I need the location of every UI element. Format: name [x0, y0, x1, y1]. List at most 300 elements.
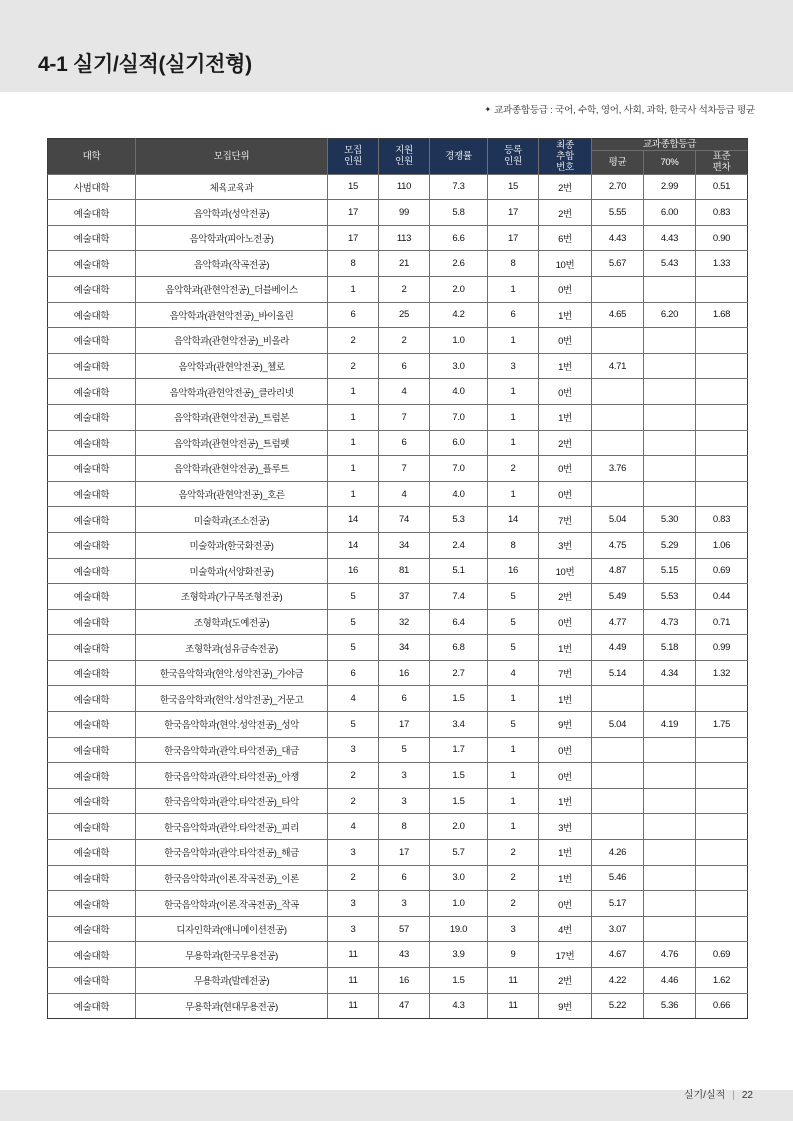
cell-unit: 음악학과(관현악전공)_첼로 — [136, 353, 328, 379]
cell-university: 예술대학 — [48, 916, 136, 942]
cell-applicants: 2 — [379, 276, 430, 302]
cell-competition-ratio: 3.9 — [430, 942, 488, 968]
page-title: 4-1 실기/실적(실기전형) — [38, 53, 252, 76]
cell-grade-stddev — [696, 404, 748, 430]
cell-quota: 1 — [328, 379, 379, 405]
table-row — [48, 558, 748, 584]
cell-grade-stddev — [696, 328, 748, 354]
cell-university: 예술대학 — [48, 379, 136, 405]
cell-quota: 1 — [328, 430, 379, 456]
table-row — [48, 481, 748, 507]
col-header-final-line2: 추합 — [556, 150, 574, 162]
cell-enrolled: 16 — [488, 558, 539, 584]
cell-enrolled: 17 — [488, 225, 539, 251]
cell-grade-average: 4.43 — [592, 225, 644, 251]
cell-unit: 한국음악학과(현악.성악전공)_성악 — [136, 712, 328, 738]
col-header-university: 대학 — [48, 139, 136, 175]
cell-university: 예술대학 — [48, 686, 136, 712]
cell-quota: 15 — [328, 174, 379, 200]
cell-university: 예술대학 — [48, 891, 136, 917]
cell-unit: 조형학과(가구목조형전공) — [136, 584, 328, 610]
cell-final-waitlist-number: 3번 — [539, 532, 592, 558]
cell-grade-average — [592, 737, 644, 763]
cell-enrolled: 1 — [488, 481, 539, 507]
cell-competition-ratio: 2.4 — [430, 532, 488, 558]
cell-grade-stddev: 0.51 — [696, 174, 748, 200]
table-row — [48, 174, 748, 200]
cell-grade-stddev: 0.44 — [696, 584, 748, 610]
cell-enrolled: 3 — [488, 353, 539, 379]
cell-grade-stddev: 1.33 — [696, 251, 748, 277]
cell-final-waitlist-number: 1번 — [539, 788, 592, 814]
cell-competition-ratio: 4.0 — [430, 379, 488, 405]
cell-final-waitlist-number: 1번 — [539, 302, 592, 328]
cell-grade-70percent: 2.99 — [644, 174, 696, 200]
cell-university: 예술대학 — [48, 507, 136, 533]
cell-competition-ratio: 5.1 — [430, 558, 488, 584]
cell-university: 예술대학 — [48, 456, 136, 482]
table-row — [48, 584, 748, 610]
cell-university: 예술대학 — [48, 814, 136, 840]
cell-quota: 1 — [328, 276, 379, 302]
cell-final-waitlist-number: 0번 — [539, 328, 592, 354]
cell-applicants: 2 — [379, 328, 430, 354]
cell-grade-stddev — [696, 891, 748, 917]
footer — [684, 1086, 753, 1101]
cell-competition-ratio: 4.3 — [430, 993, 488, 1019]
cell-competition-ratio: 1.5 — [430, 763, 488, 789]
table-row — [48, 891, 748, 917]
table-row — [48, 507, 748, 533]
cell-final-waitlist-number: 9번 — [539, 993, 592, 1019]
cell-grade-average — [592, 814, 644, 840]
col-header-grade-average: 평균 — [592, 151, 644, 174]
cell-competition-ratio: 19.0 — [430, 916, 488, 942]
cell-quota: 5 — [328, 584, 379, 610]
cell-grade-stddev — [696, 456, 748, 482]
cell-university: 예술대학 — [48, 788, 136, 814]
cell-grade-average: 5.67 — [592, 251, 644, 277]
cell-grade-70percent: 5.29 — [644, 532, 696, 558]
table-row — [48, 302, 748, 328]
cell-competition-ratio: 1.5 — [430, 686, 488, 712]
cell-applicants: 25 — [379, 302, 430, 328]
cell-grade-average: 3.07 — [592, 916, 644, 942]
col-header-grade-stddev — [696, 151, 748, 174]
cell-unit: 무용학과(현대무용전공) — [136, 993, 328, 1019]
cell-quota: 2 — [328, 788, 379, 814]
cell-quota: 6 — [328, 660, 379, 686]
note-text: 교과종합등급 : 국어, 수학, 영어, 사회, 과학, 한국사 석차등급 평균 — [493, 105, 755, 116]
cell-grade-stddev: 1.62 — [696, 968, 748, 994]
cell-grade-stddev — [696, 379, 748, 405]
cell-competition-ratio: 1.7 — [430, 737, 488, 763]
cell-enrolled: 1 — [488, 379, 539, 405]
cell-applicants: 6 — [379, 353, 430, 379]
col-header-group-grade: 교과종합등급 — [592, 139, 748, 151]
cell-unit: 음악학과(관현악전공)_바이올린 — [136, 302, 328, 328]
cell-university: 사범대학 — [48, 174, 136, 200]
cell-quota: 3 — [328, 916, 379, 942]
cell-university: 예술대학 — [48, 584, 136, 610]
cell-grade-70percent — [644, 456, 696, 482]
cell-enrolled: 1 — [488, 788, 539, 814]
cell-grade-average: 5.46 — [592, 865, 644, 891]
cell-grade-stddev: 0.66 — [696, 993, 748, 1019]
cell-quota: 4 — [328, 686, 379, 712]
cell-competition-ratio: 1.5 — [430, 788, 488, 814]
cell-enrolled: 1 — [488, 276, 539, 302]
cell-enrolled: 2 — [488, 456, 539, 482]
cell-applicants: 34 — [379, 532, 430, 558]
footer-separator: | — [732, 1090, 735, 1101]
cell-final-waitlist-number: 0번 — [539, 379, 592, 405]
cell-grade-70percent — [644, 737, 696, 763]
cell-enrolled: 11 — [488, 968, 539, 994]
cell-unit: 미술학과(조소전공) — [136, 507, 328, 533]
cell-enrolled: 1 — [488, 814, 539, 840]
footer-section-label: 실기/실적 — [683, 1090, 726, 1101]
table-row — [48, 712, 748, 738]
cell-university: 예술대학 — [48, 968, 136, 994]
cell-unit: 음악학과(관현악전공)_플루트 — [136, 456, 328, 482]
cell-final-waitlist-number: 10번 — [539, 558, 592, 584]
cell-grade-70percent: 4.19 — [644, 712, 696, 738]
cell-applicants: 3 — [379, 788, 430, 814]
cell-enrolled: 4 — [488, 660, 539, 686]
cell-grade-stddev — [696, 737, 748, 763]
cell-university: 예술대학 — [48, 763, 136, 789]
cell-quota: 5 — [328, 609, 379, 635]
cell-quota: 11 — [328, 942, 379, 968]
table-row — [48, 788, 748, 814]
col-header-quota-line1: 모집 — [344, 145, 362, 157]
cell-unit: 조형학과(섬유금속전공) — [136, 635, 328, 661]
cell-final-waitlist-number: 0번 — [539, 481, 592, 507]
table-head — [48, 139, 748, 175]
table-row — [48, 225, 748, 251]
cell-quota: 2 — [328, 865, 379, 891]
cell-unit: 한국음악학과(관악.타악전공)_아쟁 — [136, 763, 328, 789]
cell-competition-ratio: 4.0 — [430, 481, 488, 507]
cell-grade-stddev — [696, 763, 748, 789]
cell-grade-70percent: 4.73 — [644, 609, 696, 635]
cell-quota: 3 — [328, 737, 379, 763]
cell-applicants: 7 — [379, 456, 430, 482]
cell-unit: 음악학과(관현악전공)_호른 — [136, 481, 328, 507]
cell-university: 예술대학 — [48, 737, 136, 763]
cell-university: 예술대학 — [48, 993, 136, 1019]
cell-grade-70percent — [644, 328, 696, 354]
cell-university: 예술대학 — [48, 430, 136, 456]
cell-final-waitlist-number: 7번 — [539, 660, 592, 686]
table-row — [48, 916, 748, 942]
cell-grade-70percent: 4.46 — [644, 968, 696, 994]
cell-quota: 1 — [328, 481, 379, 507]
cell-unit: 음악학과(피아노전공) — [136, 225, 328, 251]
cell-grade-average: 4.49 — [592, 635, 644, 661]
admissions-results-table — [47, 138, 748, 1019]
cell-grade-70percent — [644, 763, 696, 789]
cell-applicants: 16 — [379, 660, 430, 686]
cell-final-waitlist-number: 17번 — [539, 942, 592, 968]
cell-quota: 2 — [328, 328, 379, 354]
cell-enrolled: 8 — [488, 532, 539, 558]
col-header-quota — [328, 139, 379, 175]
cell-grade-70percent: 6.00 — [644, 200, 696, 226]
cell-applicants: 16 — [379, 968, 430, 994]
table-row — [48, 353, 748, 379]
cell-grade-70percent — [644, 840, 696, 866]
cell-unit: 미술학과(한국화전공) — [136, 532, 328, 558]
cell-grade-average — [592, 379, 644, 405]
table-row — [48, 200, 748, 226]
cell-unit: 음악학과(관현악전공)_클라리넷 — [136, 379, 328, 405]
cell-unit: 한국음악학과(관악.타악전공)_해금 — [136, 840, 328, 866]
col-header-unit: 모집단위 — [136, 139, 328, 175]
cell-competition-ratio: 7.4 — [430, 584, 488, 610]
cell-grade-70percent — [644, 353, 696, 379]
cell-competition-ratio: 3.0 — [430, 353, 488, 379]
cell-final-waitlist-number: 9번 — [539, 712, 592, 738]
cell-university: 예술대학 — [48, 942, 136, 968]
cell-university: 예술대학 — [48, 840, 136, 866]
cell-grade-average — [592, 328, 644, 354]
footer-band — [0, 1090, 793, 1121]
table-row — [48, 968, 748, 994]
cell-grade-70percent — [644, 481, 696, 507]
cell-applicants: 6 — [379, 865, 430, 891]
cell-quota: 3 — [328, 891, 379, 917]
cell-quota: 14 — [328, 507, 379, 533]
cell-unit: 디자인학과(애니메이션전공) — [136, 916, 328, 942]
cell-applicants: 7 — [379, 404, 430, 430]
cell-quota: 5 — [328, 712, 379, 738]
cell-final-waitlist-number: 2번 — [539, 968, 592, 994]
cell-competition-ratio: 3.0 — [430, 865, 488, 891]
cell-unit: 음악학과(관현악전공)_트럼펫 — [136, 430, 328, 456]
cell-final-waitlist-number: 6번 — [539, 225, 592, 251]
cell-unit: 한국음악학과(이론.작곡전공)_작곡 — [136, 891, 328, 917]
cell-final-waitlist-number: 1번 — [539, 840, 592, 866]
cell-grade-average: 5.49 — [592, 584, 644, 610]
cell-grade-stddev — [696, 430, 748, 456]
cell-applicants: 32 — [379, 609, 430, 635]
cell-grade-average: 5.04 — [592, 712, 644, 738]
cell-grade-average — [592, 788, 644, 814]
cell-quota: 5 — [328, 635, 379, 661]
title-band — [0, 0, 793, 92]
cell-grade-stddev — [696, 353, 748, 379]
table-row — [48, 532, 748, 558]
cell-quota: 8 — [328, 251, 379, 277]
cell-enrolled: 5 — [488, 712, 539, 738]
cell-grade-70percent: 5.18 — [644, 635, 696, 661]
cell-grade-average: 4.67 — [592, 942, 644, 968]
cell-enrolled: 1 — [488, 763, 539, 789]
cell-competition-ratio: 3.4 — [430, 712, 488, 738]
cell-grade-average: 4.77 — [592, 609, 644, 635]
table-row — [48, 609, 748, 635]
cell-grade-average — [592, 686, 644, 712]
cell-enrolled: 1 — [488, 737, 539, 763]
cell-competition-ratio: 4.2 — [430, 302, 488, 328]
table-row — [48, 942, 748, 968]
cell-competition-ratio: 6.0 — [430, 430, 488, 456]
cell-grade-70percent — [644, 916, 696, 942]
cell-unit: 한국음악학과(관악.타악전공)_피리 — [136, 814, 328, 840]
cell-competition-ratio: 7.0 — [430, 404, 488, 430]
cell-grade-70percent — [644, 686, 696, 712]
col-header-competition-ratio: 경쟁률 — [430, 139, 488, 175]
cell-applicants: 47 — [379, 993, 430, 1019]
table-header-row-primary — [48, 139, 748, 151]
col-header-enrolled-line1: 등록 — [504, 145, 522, 157]
cell-applicants: 4 — [379, 481, 430, 507]
col-header-applicants — [379, 139, 430, 175]
cell-applicants: 6 — [379, 686, 430, 712]
cell-grade-stddev: 1.68 — [696, 302, 748, 328]
table-row — [48, 737, 748, 763]
cell-grade-average: 4.75 — [592, 532, 644, 558]
table-row — [48, 430, 748, 456]
cell-university: 예술대학 — [48, 251, 136, 277]
cell-applicants: 3 — [379, 891, 430, 917]
cell-applicants: 113 — [379, 225, 430, 251]
cell-quota: 16 — [328, 558, 379, 584]
cell-grade-stddev: 1.06 — [696, 532, 748, 558]
cell-applicants: 43 — [379, 942, 430, 968]
cell-applicants: 37 — [379, 584, 430, 610]
cell-final-waitlist-number: 10번 — [539, 251, 592, 277]
cell-grade-stddev — [696, 481, 748, 507]
cell-university: 예술대학 — [48, 609, 136, 635]
cell-grade-70percent — [644, 276, 696, 302]
table-row — [48, 840, 748, 866]
cell-final-waitlist-number: 2번 — [539, 430, 592, 456]
cell-applicants: 57 — [379, 916, 430, 942]
cell-unit: 음악학과(작곡전공) — [136, 251, 328, 277]
cell-grade-average: 5.04 — [592, 507, 644, 533]
cell-applicants: 8 — [379, 814, 430, 840]
cell-grade-70percent: 4.34 — [644, 660, 696, 686]
cell-competition-ratio: 6.4 — [430, 609, 488, 635]
cell-university: 예술대학 — [48, 532, 136, 558]
cell-final-waitlist-number: 0번 — [539, 609, 592, 635]
cell-enrolled: 14 — [488, 507, 539, 533]
table-row — [48, 328, 748, 354]
cell-grade-average — [592, 763, 644, 789]
cell-quota: 11 — [328, 968, 379, 994]
cell-enrolled: 1 — [488, 328, 539, 354]
cell-grade-stddev — [696, 276, 748, 302]
cell-university: 예술대학 — [48, 404, 136, 430]
cell-grade-average — [592, 481, 644, 507]
cell-grade-stddev: 1.75 — [696, 712, 748, 738]
cell-grade-70percent — [644, 891, 696, 917]
col-header-applicants-line2: 인원 — [395, 156, 413, 168]
cell-quota: 14 — [328, 532, 379, 558]
cell-applicants: 3 — [379, 763, 430, 789]
cell-enrolled: 1 — [488, 686, 539, 712]
cell-competition-ratio: 5.7 — [430, 840, 488, 866]
cell-unit: 음악학과(관현악전공)_더블베이스 — [136, 276, 328, 302]
cell-final-waitlist-number: 0번 — [539, 737, 592, 763]
cell-grade-stddev — [696, 814, 748, 840]
cell-quota: 11 — [328, 993, 379, 1019]
cell-competition-ratio: 7.3 — [430, 174, 488, 200]
cell-enrolled: 5 — [488, 584, 539, 610]
cell-enrolled: 9 — [488, 942, 539, 968]
cell-quota: 3 — [328, 840, 379, 866]
cell-quota: 17 — [328, 225, 379, 251]
cell-grade-average: 2.70 — [592, 174, 644, 200]
cell-final-waitlist-number: 0번 — [539, 891, 592, 917]
cell-grade-70percent — [644, 865, 696, 891]
cell-grade-stddev: 1.32 — [696, 660, 748, 686]
cell-applicants: 17 — [379, 712, 430, 738]
table-row — [48, 635, 748, 661]
admissions-table-wrapper — [47, 138, 747, 1019]
cell-applicants: 21 — [379, 251, 430, 277]
table-row — [48, 993, 748, 1019]
cell-university: 예술대학 — [48, 635, 136, 661]
cell-final-waitlist-number: 3번 — [539, 814, 592, 840]
cell-final-waitlist-number: 7번 — [539, 507, 592, 533]
table-note — [484, 102, 755, 116]
cell-final-waitlist-number: 0번 — [539, 456, 592, 482]
cell-grade-70percent: 4.76 — [644, 942, 696, 968]
col-header-enrolled-line2: 인원 — [504, 156, 522, 168]
cell-grade-stddev — [696, 865, 748, 891]
cell-enrolled: 1 — [488, 404, 539, 430]
cell-university: 예술대학 — [48, 328, 136, 354]
cell-competition-ratio: 2.6 — [430, 251, 488, 277]
cell-enrolled: 8 — [488, 251, 539, 277]
cell-grade-70percent: 4.43 — [644, 225, 696, 251]
cell-competition-ratio: 5.8 — [430, 200, 488, 226]
cell-grade-average — [592, 404, 644, 430]
cell-quota: 2 — [328, 353, 379, 379]
table-row — [48, 865, 748, 891]
cell-final-waitlist-number: 1번 — [539, 353, 592, 379]
col-header-enrolled — [488, 139, 539, 175]
cell-enrolled: 17 — [488, 200, 539, 226]
cell-grade-70percent — [644, 788, 696, 814]
cell-applicants: 6 — [379, 430, 430, 456]
footer-page-number: 22 — [741, 1090, 753, 1101]
cell-enrolled: 5 — [488, 609, 539, 635]
cell-applicants: 74 — [379, 507, 430, 533]
col-header-final-line1: 최종 — [556, 139, 574, 151]
cell-grade-stddev: 0.83 — [696, 507, 748, 533]
cell-applicants: 5 — [379, 737, 430, 763]
cell-quota: 1 — [328, 456, 379, 482]
cell-final-waitlist-number: 2번 — [539, 584, 592, 610]
cell-unit: 음악학과(관현악전공)_비올라 — [136, 328, 328, 354]
cell-unit: 한국음악학과(관악.타악전공)_타악 — [136, 788, 328, 814]
cell-grade-70percent — [644, 814, 696, 840]
cell-quota: 4 — [328, 814, 379, 840]
cell-final-waitlist-number: 1번 — [539, 686, 592, 712]
table-row — [48, 251, 748, 277]
table-row — [48, 814, 748, 840]
cell-university: 예술대학 — [48, 225, 136, 251]
cell-grade-70percent — [644, 430, 696, 456]
cell-university: 예술대학 — [48, 200, 136, 226]
cell-competition-ratio: 6.6 — [430, 225, 488, 251]
cell-final-waitlist-number: 1번 — [539, 635, 592, 661]
